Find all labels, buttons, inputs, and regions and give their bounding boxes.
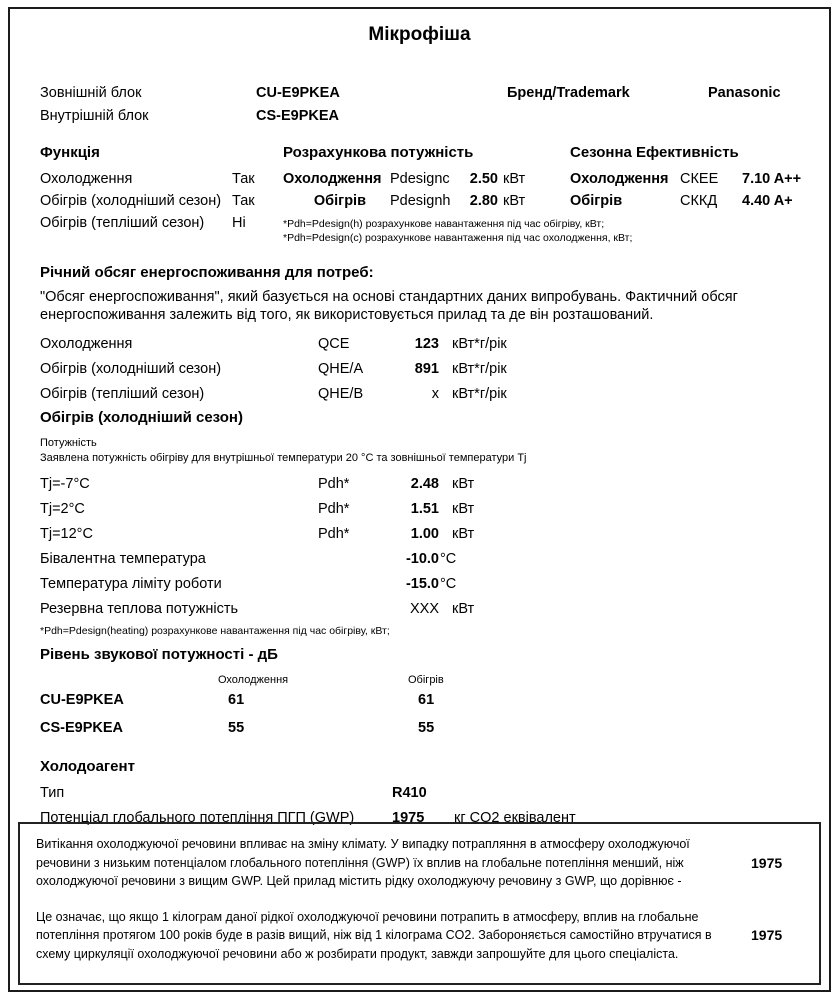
design-capacity-footnotes	[283, 217, 633, 245]
heating-subheading: Потужність	[40, 437, 97, 449]
design-capacity-section	[283, 144, 633, 245]
annual-energy-description: "Обсяг енергоспоживання", який базується на основі стандартних даних випробувань. Фактичний обсяг енергоспоживання залежить від того, як використовується прилад та де він розташований.	[40, 289, 738, 323]
table-row	[40, 547, 809, 572]
row-unit: кг CO2 еквівалент	[454, 810, 576, 826]
row-unit: кВт*г/рік	[452, 386, 507, 402]
indoor-unit-row	[40, 105, 809, 128]
row-value: 891	[414, 361, 439, 377]
row-value: x	[431, 386, 439, 402]
row-symbol	[318, 597, 405, 622]
table-row	[40, 168, 283, 190]
row-label: Tj=2°C	[40, 501, 85, 517]
row-symbol: QCE	[318, 336, 350, 352]
annual-energy-heading: Річний обсяг енергоспоживання для потреб:	[40, 264, 374, 281]
row-unit: кВт	[503, 193, 526, 209]
brand-label: Бренд/Trademark	[507, 85, 630, 101]
row-value: 7.10 A++	[742, 171, 802, 187]
table-row	[283, 168, 570, 190]
row-symbol: Pdh*	[318, 526, 350, 542]
brand-value: Panasonic	[708, 85, 781, 101]
row-value: XXX	[409, 601, 439, 617]
row-value: -10.0	[405, 551, 439, 567]
row-value: -15.0	[405, 576, 439, 592]
table-row	[283, 190, 570, 212]
table-row	[570, 168, 828, 190]
row-label: Обігрів	[570, 193, 623, 209]
row-unit: кВт	[452, 526, 475, 542]
row-label: Бівалентна температура	[40, 551, 206, 567]
row-value: Так	[232, 193, 255, 209]
heating-footnote: *Pdh=Pdesign(heating) розрахункове навантаження під час обігріву, кВт;	[40, 625, 390, 637]
sound-power-column-headers	[40, 674, 809, 686]
row-value: 2.50	[469, 171, 498, 187]
table-row	[40, 597, 809, 622]
table-row	[40, 357, 809, 382]
row-symbol: QHE/A	[318, 361, 364, 377]
row-value: 4.40 A+	[742, 193, 793, 209]
outdoor-unit-row	[40, 82, 809, 105]
row-label: Тип	[40, 785, 65, 801]
table-row	[40, 212, 283, 234]
row-label: Обігрів (холодніший сезон)	[40, 361, 222, 377]
annual-energy-section	[40, 264, 809, 407]
gwp-notice-box	[18, 822, 821, 985]
row-symbol: СКЕЕ	[680, 171, 719, 187]
gwp-value: 1975	[751, 854, 783, 871]
row-label: Температура ліміту роботи	[40, 576, 222, 592]
row-unit: кВт	[452, 476, 475, 492]
row-symbol	[318, 572, 405, 597]
heating-season-section	[40, 409, 809, 637]
seasonal-efficiency-section	[570, 144, 828, 212]
footnote: *Pdh=Pdesign(c) розрахункове навантаження під час охолодження, кВт;	[283, 232, 633, 244]
table-row	[40, 332, 809, 357]
row-label: Охолодження	[40, 336, 133, 352]
row-label: Охолодження	[40, 171, 133, 187]
row-label: Обігрів (тепліший сезон)	[40, 215, 205, 231]
page-title: Мікрофіша	[368, 24, 471, 45]
design-capacity-heading: Розрахункова потужність	[283, 144, 474, 161]
row-label: Охолодження	[283, 171, 382, 187]
table-row	[40, 472, 809, 497]
row-label: Потенціал глобального потепління ПГП (GWP)	[40, 810, 355, 826]
row-value: 1.00	[410, 526, 439, 542]
notice-text: Це означає, що якщо 1 кілограм даної рідкої охолоджуючої речовини потрапить в атмосферу, вплив на глобальне потепління протягом 100 років буде в разів вищий, ніж від 1 кілограма CO2. Забороняється самостійно втручатися в схему циркуляції охолоджуючої речовини або ж розбирати продукт, завжди запрошуйте для цього спеціаліста.	[36, 909, 712, 961]
row-label: Резервна теплова потужність	[40, 601, 239, 617]
indoor-unit-label: Внутрішній блок	[40, 108, 149, 124]
row-unit: °C	[440, 551, 457, 567]
heating-rows	[40, 472, 809, 622]
table-row	[40, 190, 283, 212]
row-value: 2.80	[469, 193, 498, 209]
row-symbol: Pdesignh	[390, 193, 451, 209]
row-unit: °C	[440, 576, 457, 592]
row-heating-value: 55	[418, 720, 435, 736]
notice-paragraph	[36, 835, 807, 891]
sound-power-heading: Рівень звукової потужності - дБ	[40, 646, 278, 663]
row-heating-value: 61	[418, 692, 435, 708]
table-row	[40, 686, 809, 714]
row-value: 1975	[392, 810, 425, 826]
table-row	[40, 382, 809, 407]
row-value: R410	[392, 785, 427, 801]
row-symbol: Pdh*	[318, 501, 350, 517]
notice-text: Витікання охолоджуючої речовини впливає на зміну клімату. У випадку потрапляння в атмосферу охолоджуючої речовини з низьким потенціалом глобального потепління (GWP) їх вплив на глобальне потепління менший, ніж охолоджуючої речовини з вищим GWP. Цей прилад містить рідку охолоджуючу речовину з GWP, що дорівнює -	[36, 837, 690, 888]
table-row	[40, 497, 809, 522]
row-unit: кВт*г/рік	[452, 336, 507, 352]
table-row	[570, 190, 828, 212]
sound-power-section	[40, 646, 809, 742]
row-value: 1.51	[410, 501, 439, 517]
function-section	[40, 144, 283, 234]
refrigerant-section	[40, 758, 809, 831]
outdoor-unit-label: Зовнішній блок	[40, 85, 142, 101]
gwp-value: 1975	[751, 927, 783, 943]
table-row	[40, 781, 809, 806]
row-value: Так	[232, 171, 255, 187]
row-unit: кВт	[503, 171, 526, 187]
row-symbol: Pdh*	[318, 476, 350, 492]
refrigerant-heading: Холодоагент	[40, 758, 135, 775]
heating-note: Заявлена потужність обігріву для внутрішньої температури 20 °C та зовнішньої температури Tj	[40, 452, 527, 464]
outdoor-unit-value: CU-E9PKEA	[256, 85, 340, 101]
row-label: Обігрів (тепліший сезон)	[40, 386, 205, 402]
row-label: Tj=-7°C	[40, 476, 90, 492]
row-cooling-value: 61	[228, 692, 245, 708]
row-label: Обігрів (холодніший сезон)	[40, 193, 222, 209]
row-model: CS-E9PKEA	[40, 720, 123, 736]
row-label: Охолодження	[570, 171, 669, 187]
footnote: *Pdh=Pdesign(h) розрахункове навантаження під час обігріву, кВт;	[283, 218, 605, 230]
row-symbol: QHE/B	[318, 386, 364, 402]
row-symbol	[318, 547, 405, 572]
indoor-unit-value: CS-E9PKEA	[256, 108, 339, 124]
notice-paragraph	[36, 908, 807, 964]
function-heading: Функція	[40, 144, 100, 161]
row-unit: кВт	[452, 501, 475, 517]
row-model: CU-E9PKEA	[40, 692, 124, 708]
heating-season-heading: Обігрів (холодніший сезон)	[40, 409, 243, 426]
unit-header	[40, 82, 809, 128]
row-cooling-value: 55	[228, 720, 245, 736]
seasonal-efficiency-heading: Сезонна Ефективність	[570, 144, 739, 161]
row-symbol: СККД	[680, 193, 718, 209]
row-label: Tj=12°C	[40, 526, 93, 542]
row-unit: кВт	[452, 601, 475, 617]
row-value: 123	[414, 336, 439, 352]
column-header-cooling: Охолодження	[218, 674, 289, 686]
row-value: Ні	[232, 215, 246, 231]
row-value: 2.48	[410, 476, 439, 492]
table-row	[40, 572, 809, 597]
column-header-heating: Обігрів	[408, 674, 444, 686]
row-label: Обігрів	[313, 193, 366, 209]
row-symbol: Pdesignc	[390, 171, 450, 187]
table-row	[40, 522, 809, 547]
table-row	[40, 714, 809, 742]
row-unit: кВт*г/рік	[452, 361, 507, 377]
